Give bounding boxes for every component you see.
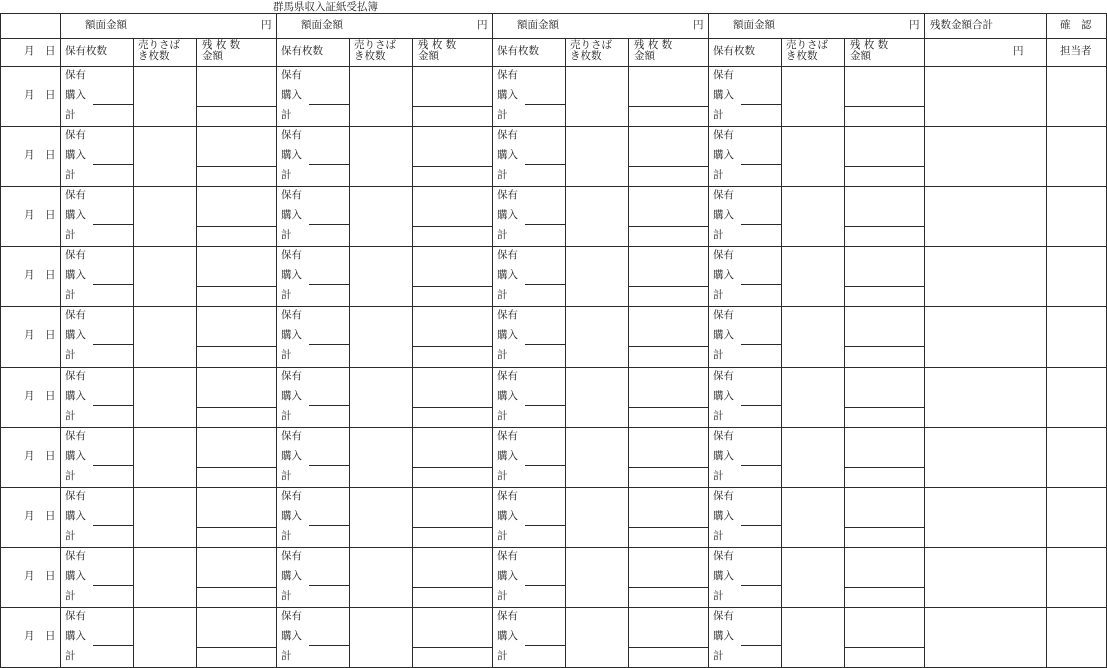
row-total-label: 計 bbox=[65, 530, 76, 542]
purchase-label: 購入 bbox=[281, 269, 302, 281]
remaining-total-label: 残数金額合計 bbox=[930, 19, 993, 31]
grid-line bbox=[349, 38, 350, 668]
purchase-label: 購入 bbox=[65, 510, 86, 522]
held-label: 保有 bbox=[65, 490, 86, 502]
purchase-underline bbox=[741, 164, 781, 165]
grid-line bbox=[0, 246, 1107, 247]
purchase-underline bbox=[525, 224, 565, 225]
held-label: 保有 bbox=[497, 610, 518, 622]
purchase-label: 購入 bbox=[281, 630, 302, 642]
purchase-underline bbox=[93, 645, 133, 646]
grid-line bbox=[0, 306, 1107, 307]
held-label: 保有 bbox=[497, 550, 518, 562]
purchase-underline bbox=[309, 645, 349, 646]
purchase-underline bbox=[309, 224, 349, 225]
row-total-label: 計 bbox=[497, 289, 508, 301]
row-total-label: 計 bbox=[497, 650, 508, 662]
held-label: 保有 bbox=[713, 69, 734, 81]
purchase-underline bbox=[93, 104, 133, 105]
amount-underline bbox=[844, 346, 924, 347]
held-label: 保有 bbox=[65, 610, 86, 622]
purchase-label: 購入 bbox=[281, 89, 302, 101]
held-label: 保有 bbox=[497, 490, 518, 502]
row-total-label: 計 bbox=[497, 169, 508, 181]
row-total-label: 計 bbox=[65, 590, 76, 602]
amount-underline bbox=[628, 647, 708, 648]
held-label: 保有 bbox=[497, 189, 518, 201]
row-date-label: 月 日 bbox=[24, 510, 56, 522]
held-label: 保有 bbox=[281, 309, 302, 321]
yen-unit: 円 bbox=[1013, 45, 1024, 57]
purchase-underline bbox=[309, 284, 349, 285]
row-date-label: 月 日 bbox=[24, 329, 56, 341]
held-label: 保有 bbox=[713, 129, 734, 141]
purchase-underline bbox=[93, 284, 133, 285]
amount-underline bbox=[196, 346, 276, 347]
grid-line bbox=[60, 13, 61, 668]
amount-underline bbox=[844, 407, 924, 408]
row-total-label: 計 bbox=[713, 349, 724, 361]
row-date-label: 月 日 bbox=[24, 390, 56, 402]
denomination-label: 額面金額 bbox=[733, 19, 775, 31]
held-label: 保有 bbox=[497, 309, 518, 321]
row-total-label: 計 bbox=[713, 109, 724, 121]
row-total-label: 計 bbox=[713, 530, 724, 542]
sold-count-header: 売りさば き枚数 bbox=[786, 39, 828, 62]
amount-underline bbox=[412, 527, 492, 528]
row-total-label: 計 bbox=[281, 590, 292, 602]
person-in-charge-label: 担当者 bbox=[1060, 45, 1092, 57]
yen-unit: 円 bbox=[261, 19, 272, 31]
row-date-label: 月 日 bbox=[24, 269, 56, 281]
grid-line bbox=[628, 38, 629, 668]
amount-underline bbox=[844, 106, 924, 107]
grid-line bbox=[565, 38, 566, 668]
row-total-label: 計 bbox=[65, 229, 76, 241]
purchase-underline bbox=[309, 344, 349, 345]
held-label: 保有 bbox=[497, 129, 518, 141]
purchase-label: 購入 bbox=[281, 450, 302, 462]
amount-underline bbox=[412, 467, 492, 468]
row-total-label: 計 bbox=[281, 410, 292, 422]
purchase-label: 購入 bbox=[497, 149, 518, 161]
row-total-label: 計 bbox=[281, 289, 292, 301]
amount-underline bbox=[844, 166, 924, 167]
row-date-label: 月 日 bbox=[24, 570, 56, 582]
held-label: 保有 bbox=[281, 189, 302, 201]
purchase-underline bbox=[741, 465, 781, 466]
remaining-amount-header: 残 枚 数 金額 bbox=[418, 39, 457, 62]
held-label: 保有 bbox=[65, 189, 86, 201]
row-total-label: 計 bbox=[713, 470, 724, 482]
purchase-underline bbox=[741, 224, 781, 225]
amount-underline bbox=[196, 527, 276, 528]
held-label: 保有 bbox=[497, 69, 518, 81]
yen-unit: 円 bbox=[693, 19, 704, 31]
purchase-underline bbox=[525, 284, 565, 285]
purchase-underline bbox=[309, 525, 349, 526]
amount-underline bbox=[628, 286, 708, 287]
row-total-label: 計 bbox=[65, 109, 76, 121]
grid-line bbox=[781, 38, 782, 668]
row-date-label: 月 日 bbox=[24, 630, 56, 642]
held-label: 保有 bbox=[713, 309, 734, 321]
grid-line bbox=[133, 38, 134, 668]
remaining-amount-header: 残 枚 数 金額 bbox=[634, 39, 673, 62]
grid-line bbox=[924, 13, 925, 668]
denomination-label: 額面金額 bbox=[301, 19, 343, 31]
held-label: 保有 bbox=[713, 610, 734, 622]
held-label: 保有 bbox=[497, 430, 518, 442]
grid-line bbox=[0, 13, 1107, 14]
amount-underline bbox=[196, 286, 276, 287]
held-label: 保有 bbox=[65, 69, 86, 81]
purchase-underline bbox=[741, 525, 781, 526]
amount-underline bbox=[196, 166, 276, 167]
row-date-label: 月 日 bbox=[24, 89, 56, 101]
grid-line bbox=[844, 38, 845, 668]
amount-underline bbox=[628, 166, 708, 167]
date-header: 月 日 bbox=[24, 45, 56, 57]
sold-count-header: 売りさば き枚数 bbox=[570, 39, 612, 62]
held-label: 保有 bbox=[713, 430, 734, 442]
purchase-underline bbox=[93, 585, 133, 586]
purchase-label: 購入 bbox=[281, 329, 302, 341]
grid-line bbox=[0, 126, 1107, 127]
held-label: 保有 bbox=[497, 249, 518, 261]
amount-underline bbox=[844, 467, 924, 468]
grid-line bbox=[0, 13, 1, 668]
purchase-label: 購入 bbox=[713, 269, 734, 281]
row-total-label: 計 bbox=[497, 590, 508, 602]
purchase-underline bbox=[741, 585, 781, 586]
row-total-label: 計 bbox=[281, 530, 292, 542]
purchase-underline bbox=[525, 645, 565, 646]
row-total-label: 計 bbox=[281, 470, 292, 482]
purchase-underline bbox=[93, 344, 133, 345]
purchase-label: 購入 bbox=[713, 149, 734, 161]
purchase-underline bbox=[93, 525, 133, 526]
purchase-label: 購入 bbox=[497, 630, 518, 642]
row-total-label: 計 bbox=[281, 229, 292, 241]
amount-underline bbox=[196, 407, 276, 408]
grid-line bbox=[276, 13, 277, 668]
held-label: 保有 bbox=[713, 370, 734, 382]
row-total-label: 計 bbox=[497, 470, 508, 482]
amount-underline bbox=[412, 587, 492, 588]
grid-line bbox=[0, 66, 1107, 67]
purchase-underline bbox=[741, 344, 781, 345]
held-label: 保有 bbox=[281, 490, 302, 502]
purchase-label: 購入 bbox=[65, 570, 86, 582]
purchase-underline bbox=[309, 405, 349, 406]
purchase-label: 購入 bbox=[497, 209, 518, 221]
grid-line bbox=[412, 38, 413, 668]
grid-line bbox=[0, 547, 1107, 548]
held-label: 保有 bbox=[65, 129, 86, 141]
row-total-label: 計 bbox=[713, 410, 724, 422]
held-label: 保有 bbox=[65, 550, 86, 562]
amount-underline bbox=[628, 467, 708, 468]
purchase-underline bbox=[741, 405, 781, 406]
purchase-underline bbox=[525, 465, 565, 466]
amount-underline bbox=[412, 106, 492, 107]
held-label: 保有 bbox=[281, 69, 302, 81]
grid-line bbox=[0, 367, 1107, 368]
row-total-label: 計 bbox=[65, 650, 76, 662]
grid-line bbox=[1046, 13, 1047, 668]
grid-line bbox=[196, 38, 197, 668]
purchase-underline bbox=[309, 585, 349, 586]
purchase-label: 購入 bbox=[713, 570, 734, 582]
row-total-label: 計 bbox=[713, 229, 724, 241]
amount-underline bbox=[196, 467, 276, 468]
yen-unit: 円 bbox=[477, 19, 488, 31]
purchase-label: 購入 bbox=[65, 630, 86, 642]
purchase-underline bbox=[525, 525, 565, 526]
row-total-label: 計 bbox=[497, 410, 508, 422]
amount-underline bbox=[196, 226, 276, 227]
row-total-label: 計 bbox=[65, 169, 76, 181]
row-total-label: 計 bbox=[713, 289, 724, 301]
purchase-underline bbox=[741, 104, 781, 105]
purchase-underline bbox=[309, 164, 349, 165]
purchase-underline bbox=[525, 104, 565, 105]
purchase-underline bbox=[93, 405, 133, 406]
amount-underline bbox=[844, 226, 924, 227]
amount-underline bbox=[412, 166, 492, 167]
held-label: 保有 bbox=[65, 430, 86, 442]
held-count-header: 保有枚数 bbox=[65, 45, 107, 57]
purchase-label: 購入 bbox=[281, 209, 302, 221]
grid-line bbox=[492, 13, 493, 668]
held-label: 保有 bbox=[713, 550, 734, 562]
purchase-label: 購入 bbox=[281, 570, 302, 582]
purchase-label: 購入 bbox=[713, 209, 734, 221]
ledger-table bbox=[0, 13, 1107, 668]
held-count-header: 保有枚数 bbox=[713, 45, 755, 57]
amount-underline bbox=[844, 587, 924, 588]
held-label: 保有 bbox=[713, 490, 734, 502]
amount-underline bbox=[196, 587, 276, 588]
purchase-label: 購入 bbox=[713, 510, 734, 522]
purchase-label: 購入 bbox=[65, 450, 86, 462]
amount-underline bbox=[628, 407, 708, 408]
purchase-label: 購入 bbox=[65, 149, 86, 161]
held-label: 保有 bbox=[281, 430, 302, 442]
remaining-amount-header: 残 枚 数 金額 bbox=[202, 39, 241, 62]
held-label: 保有 bbox=[65, 370, 86, 382]
purchase-label: 購入 bbox=[281, 510, 302, 522]
purchase-label: 購入 bbox=[65, 269, 86, 281]
amount-underline bbox=[844, 647, 924, 648]
held-label: 保有 bbox=[281, 370, 302, 382]
amount-underline bbox=[412, 226, 492, 227]
purchase-label: 購入 bbox=[281, 390, 302, 402]
purchase-underline bbox=[525, 344, 565, 345]
purchase-underline bbox=[741, 284, 781, 285]
held-count-header: 保有枚数 bbox=[497, 45, 539, 57]
row-total-label: 計 bbox=[497, 109, 508, 121]
row-total-label: 計 bbox=[713, 650, 724, 662]
held-label: 保有 bbox=[281, 610, 302, 622]
purchase-underline bbox=[525, 405, 565, 406]
purchase-label: 購入 bbox=[713, 329, 734, 341]
purchase-label: 購入 bbox=[65, 390, 86, 402]
confirm-label: 確 認 bbox=[1060, 19, 1092, 31]
yen-unit: 円 bbox=[909, 19, 920, 31]
purchase-label: 購入 bbox=[497, 89, 518, 101]
grid-line bbox=[0, 487, 1107, 488]
grid-line bbox=[0, 186, 1107, 187]
amount-underline bbox=[196, 106, 276, 107]
grid-line bbox=[708, 13, 709, 668]
purchase-label: 購入 bbox=[497, 329, 518, 341]
purchase-underline bbox=[93, 164, 133, 165]
amount-underline bbox=[628, 346, 708, 347]
grid-line bbox=[0, 427, 1107, 428]
row-total-label: 計 bbox=[497, 229, 508, 241]
purchase-underline bbox=[525, 164, 565, 165]
purchase-label: 購入 bbox=[713, 450, 734, 462]
purchase-label: 購入 bbox=[713, 390, 734, 402]
held-label: 保有 bbox=[281, 249, 302, 261]
row-total-label: 計 bbox=[713, 169, 724, 181]
sold-count-header: 売りさば き枚数 bbox=[138, 39, 180, 62]
amount-underline bbox=[844, 286, 924, 287]
held-label: 保有 bbox=[281, 129, 302, 141]
purchase-underline bbox=[741, 645, 781, 646]
row-total-label: 計 bbox=[497, 349, 508, 361]
purchase-label: 購入 bbox=[65, 209, 86, 221]
amount-underline bbox=[412, 407, 492, 408]
row-total-label: 計 bbox=[497, 530, 508, 542]
held-label: 保有 bbox=[497, 370, 518, 382]
purchase-label: 購入 bbox=[497, 570, 518, 582]
row-date-label: 月 日 bbox=[24, 450, 56, 462]
grid-line bbox=[0, 607, 1107, 608]
row-total-label: 計 bbox=[281, 109, 292, 121]
purchase-label: 購入 bbox=[65, 329, 86, 341]
purchase-label: 購入 bbox=[497, 450, 518, 462]
row-total-label: 計 bbox=[281, 349, 292, 361]
held-label: 保有 bbox=[65, 249, 86, 261]
amount-underline bbox=[412, 647, 492, 648]
row-date-label: 月 日 bbox=[24, 149, 56, 161]
purchase-label: 購入 bbox=[281, 149, 302, 161]
purchase-label: 購入 bbox=[497, 390, 518, 402]
denomination-label: 額面金額 bbox=[85, 19, 127, 31]
sold-count-header: 売りさば き枚数 bbox=[354, 39, 396, 62]
purchase-underline bbox=[309, 104, 349, 105]
purchase-underline bbox=[93, 224, 133, 225]
purchase-underline bbox=[93, 465, 133, 466]
amount-underline bbox=[628, 226, 708, 227]
purchase-label: 購入 bbox=[713, 630, 734, 642]
purchase-label: 購入 bbox=[713, 89, 734, 101]
row-total-label: 計 bbox=[65, 470, 76, 482]
denomination-label: 額面金額 bbox=[517, 19, 559, 31]
purchase-label: 購入 bbox=[497, 510, 518, 522]
row-date-label: 月 日 bbox=[24, 209, 56, 221]
held-count-header: 保有枚数 bbox=[281, 45, 323, 57]
row-total-label: 計 bbox=[713, 590, 724, 602]
row-total-label: 計 bbox=[281, 169, 292, 181]
amount-underline bbox=[196, 647, 276, 648]
remaining-amount-header: 残 枚 数 金額 bbox=[850, 39, 889, 62]
amount-underline bbox=[844, 527, 924, 528]
amount-underline bbox=[628, 106, 708, 107]
purchase-underline bbox=[309, 465, 349, 466]
held-label: 保有 bbox=[281, 550, 302, 562]
page-title: 群馬県収入証紙受払簿 bbox=[273, 1, 378, 13]
row-total-label: 計 bbox=[281, 650, 292, 662]
purchase-underline bbox=[525, 585, 565, 586]
row-total-label: 計 bbox=[65, 289, 76, 301]
amount-underline bbox=[412, 286, 492, 287]
held-label: 保有 bbox=[713, 249, 734, 261]
amount-underline bbox=[412, 346, 492, 347]
purchase-label: 購入 bbox=[65, 89, 86, 101]
purchase-label: 購入 bbox=[497, 269, 518, 281]
held-label: 保有 bbox=[65, 309, 86, 321]
row-total-label: 計 bbox=[65, 349, 76, 361]
held-label: 保有 bbox=[713, 189, 734, 201]
amount-underline bbox=[628, 587, 708, 588]
amount-underline bbox=[628, 527, 708, 528]
row-total-label: 計 bbox=[65, 410, 76, 422]
